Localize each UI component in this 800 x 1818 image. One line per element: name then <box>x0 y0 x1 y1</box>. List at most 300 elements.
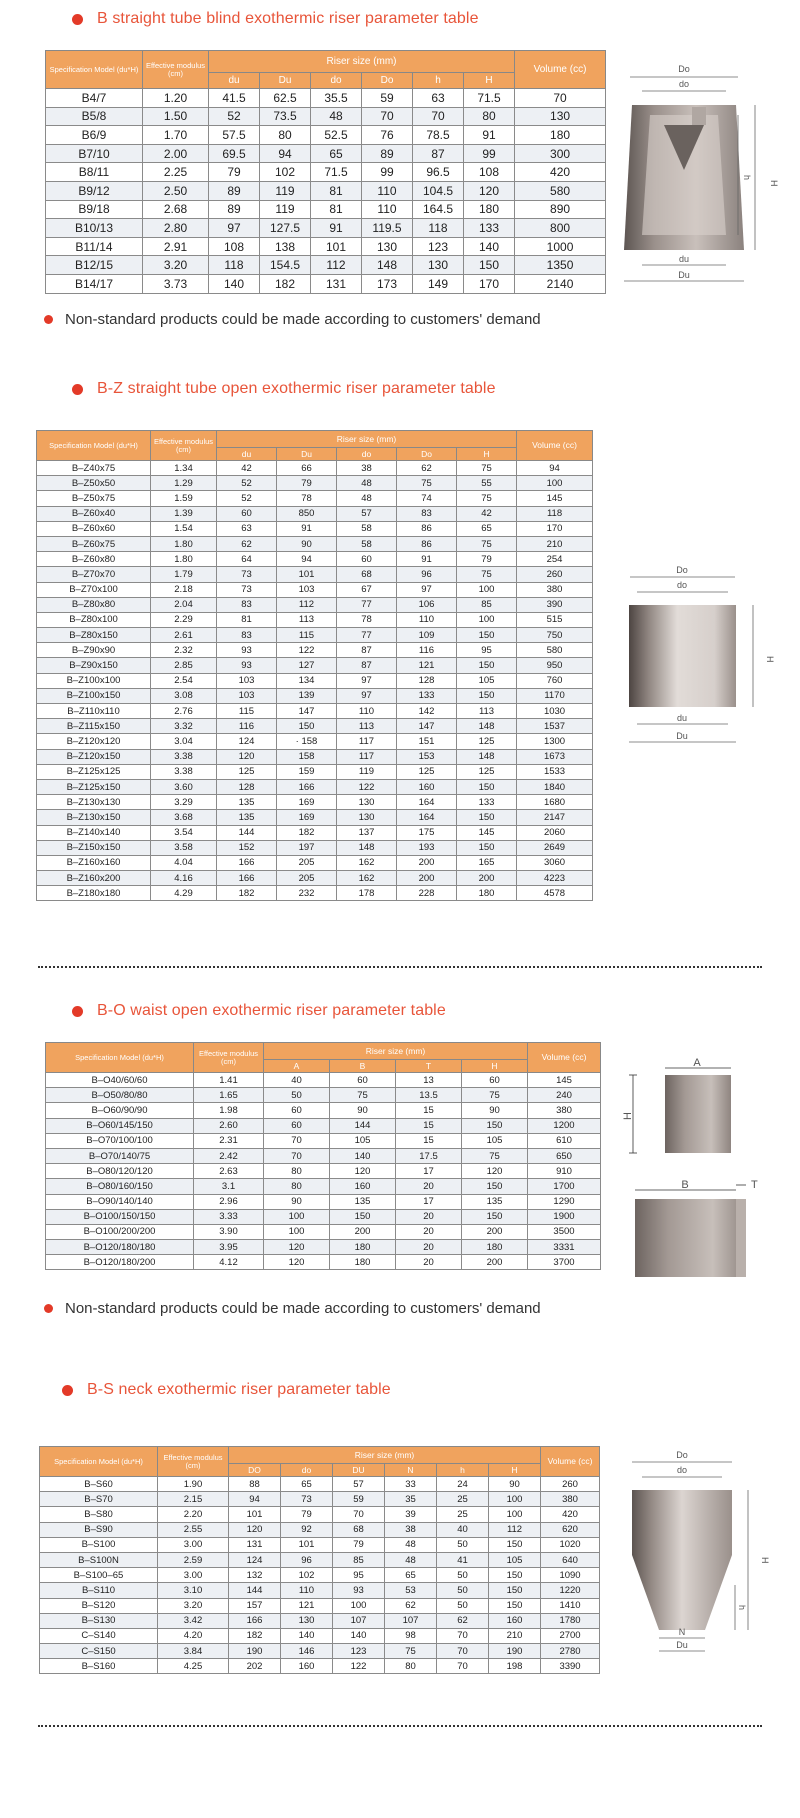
model-cell: B–O80/120/120 <box>46 1164 194 1179</box>
model-cell: B–O40/60/60 <box>46 1073 194 1088</box>
value-cell: 150 <box>462 1118 528 1133</box>
value-cell: 127 <box>277 658 337 673</box>
bullet-icon <box>44 1304 53 1313</box>
value-cell: 580 <box>515 181 606 200</box>
value-cell: 59 <box>362 89 413 108</box>
value-cell: 140 <box>330 1148 396 1163</box>
value-cell: 580 <box>517 643 593 658</box>
value-cell: 104.5 <box>413 181 464 200</box>
spec-model-header: Specification Model (du*H) <box>46 51 143 89</box>
value-cell: 1020 <box>541 1537 600 1552</box>
Du-label: Du <box>678 270 690 280</box>
value-cell: 117 <box>337 734 397 749</box>
value-cell: 113 <box>337 719 397 734</box>
model-cell: B–Z125x125 <box>37 764 151 779</box>
H-label: H <box>769 180 779 187</box>
value-cell: 66 <box>277 461 337 476</box>
value-cell: 164 <box>397 795 457 810</box>
value-cell: 130 <box>337 810 397 825</box>
table-row <box>37 521 593 536</box>
value-cell: 300 <box>515 144 606 163</box>
value-cell: 125 <box>217 764 277 779</box>
value-cell: 65 <box>457 521 517 536</box>
value-cell: 118 <box>517 506 593 521</box>
value-cell: 3.38 <box>151 764 217 779</box>
value-cell: 2.18 <box>151 582 217 597</box>
value-cell: 180 <box>462 1240 528 1255</box>
value-cell: 75 <box>330 1088 396 1103</box>
value-cell: 140 <box>464 237 515 256</box>
value-cell: 1.34 <box>151 461 217 476</box>
waist-riser-table <box>45 1042 601 1270</box>
model-cell: B–Z60x75 <box>37 536 151 551</box>
column-header-N: N <box>385 1464 437 1477</box>
value-cell: 2.91 <box>143 237 209 256</box>
H-label: H <box>765 656 775 663</box>
table-row <box>46 274 606 293</box>
value-cell: 166 <box>217 871 277 886</box>
value-cell: 119 <box>337 764 397 779</box>
value-cell: 101 <box>281 1537 333 1552</box>
value-cell: 90 <box>277 536 337 551</box>
value-cell: 3.29 <box>151 795 217 810</box>
table-row <box>40 1522 600 1537</box>
value-cell: 150 <box>462 1209 528 1224</box>
value-cell: 89 <box>362 144 413 163</box>
value-cell: 78.5 <box>413 126 464 145</box>
column-header-DU: DU <box>333 1464 385 1477</box>
value-cell: 80 <box>385 1659 437 1674</box>
effective-modulus-header: Effective modulus (cm) <box>158 1447 229 1477</box>
value-cell: 118 <box>413 219 464 238</box>
value-cell: 210 <box>489 1628 541 1643</box>
value-cell: 130 <box>362 237 413 256</box>
value-cell: 127.5 <box>260 219 311 238</box>
value-cell: 2.32 <box>151 643 217 658</box>
riser-size-header: Riser size (mm) <box>217 431 517 448</box>
value-cell: 1300 <box>517 734 593 749</box>
value-cell: 48 <box>385 1552 437 1567</box>
value-cell: 2.15 <box>158 1492 229 1507</box>
value-cell: 146 <box>281 1644 333 1659</box>
value-cell: 91 <box>311 219 362 238</box>
value-cell: 640 <box>541 1552 600 1567</box>
open-riser-title-text: B-Z straight tube open exothermic riser parameter table <box>97 380 496 397</box>
value-cell: 67 <box>337 582 397 597</box>
value-cell: 164 <box>397 810 457 825</box>
value-cell: 130 <box>281 1613 333 1628</box>
table-row <box>40 1507 600 1522</box>
value-cell: 50 <box>264 1088 330 1103</box>
value-cell: 147 <box>397 719 457 734</box>
value-cell: 1200 <box>528 1118 601 1133</box>
value-cell: 107 <box>385 1613 437 1628</box>
value-cell: 200 <box>397 855 457 870</box>
model-cell: B–O60/90/90 <box>46 1103 194 1118</box>
waist-riser-title-text: B-O waist open exothermic riser parameter table <box>97 1002 446 1019</box>
value-cell: 2.20 <box>158 1507 229 1522</box>
value-cell: 182 <box>277 825 337 840</box>
value-cell: 1.39 <box>151 506 217 521</box>
value-cell: 4.20 <box>158 1628 229 1643</box>
value-cell: 750 <box>517 628 593 643</box>
value-cell: 160 <box>397 779 457 794</box>
value-cell: 1.59 <box>151 491 217 506</box>
table-row <box>37 855 593 870</box>
value-cell: 110 <box>281 1583 333 1598</box>
value-cell: 1410 <box>541 1598 600 1613</box>
value-cell: 121 <box>281 1598 333 1613</box>
table-row <box>46 1224 601 1239</box>
value-cell: 78 <box>337 612 397 627</box>
column-header-H: H <box>464 73 515 89</box>
model-cell: B–Z50x50 <box>37 476 151 491</box>
value-cell: 144 <box>229 1583 281 1598</box>
value-cell: 133 <box>464 219 515 238</box>
table-row <box>37 749 593 764</box>
du-label: du <box>676 713 688 723</box>
value-cell: 112 <box>311 256 362 275</box>
table-row <box>37 719 593 734</box>
value-cell: 132 <box>229 1568 281 1583</box>
value-cell: 142 <box>397 704 457 719</box>
value-cell: 232 <box>277 886 337 901</box>
value-cell: 115 <box>277 628 337 643</box>
model-cell: B9/12 <box>46 181 143 200</box>
value-cell: 41.5 <box>209 89 260 108</box>
value-cell: 1220 <box>541 1583 600 1598</box>
value-cell: 202 <box>229 1659 281 1674</box>
value-cell: 160 <box>330 1179 396 1194</box>
value-cell: 2140 <box>515 274 606 293</box>
value-cell: 1000 <box>515 237 606 256</box>
value-cell: 17 <box>396 1164 462 1179</box>
value-cell: 60 <box>337 552 397 567</box>
value-cell: 75 <box>462 1148 528 1163</box>
value-cell: 70 <box>264 1148 330 1163</box>
value-cell: 119 <box>260 181 311 200</box>
value-cell: 3.00 <box>158 1537 229 1552</box>
model-cell: B4/7 <box>46 89 143 108</box>
value-cell: 3.33 <box>194 1209 264 1224</box>
value-cell: 98 <box>385 1628 437 1643</box>
value-cell: 1290 <box>528 1194 601 1209</box>
value-cell: 70 <box>362 107 413 126</box>
model-cell: B–Z80x100 <box>37 612 151 627</box>
value-cell: 96 <box>281 1552 333 1567</box>
model-cell: B–Z70x70 <box>37 567 151 582</box>
value-cell: 144 <box>330 1118 396 1133</box>
column-header-DO: DO <box>229 1464 281 1477</box>
value-cell: 120 <box>229 1522 281 1537</box>
value-cell: 3.84 <box>158 1644 229 1659</box>
model-cell: B–O70/140/75 <box>46 1148 194 1163</box>
value-cell: 149 <box>413 274 464 293</box>
value-cell: 62 <box>217 536 277 551</box>
open-riser-table <box>36 430 593 901</box>
value-cell: 70 <box>437 1659 489 1674</box>
value-cell: 131 <box>311 274 362 293</box>
value-cell: 1030 <box>517 704 593 719</box>
do-label: do <box>676 580 688 590</box>
value-cell: 113 <box>457 704 517 719</box>
value-cell: 162 <box>337 855 397 870</box>
waist-riser-top-shape <box>665 1075 731 1153</box>
value-cell: 153 <box>397 749 457 764</box>
value-cell: 103 <box>217 688 277 703</box>
Do-label: Do <box>676 1450 688 1460</box>
value-cell: 135 <box>462 1194 528 1209</box>
value-cell: 169 <box>277 810 337 825</box>
value-cell: 2.68 <box>143 200 209 219</box>
value-cell: 120 <box>264 1255 330 1270</box>
effective-modulus-header: Effective modulus (cm) <box>143 51 209 89</box>
value-cell: 52 <box>217 476 277 491</box>
table-row <box>40 1552 600 1567</box>
value-cell: 3.32 <box>151 719 217 734</box>
model-cell: B–Z120x150 <box>37 749 151 764</box>
column-header-B: B <box>330 1060 396 1073</box>
value-cell: 197 <box>277 840 337 855</box>
custom-order-note-text: Non-standard products could be made according to customers' demand <box>65 1300 541 1317</box>
value-cell: 2.54 <box>151 673 217 688</box>
value-cell: 130 <box>515 107 606 126</box>
value-cell: 150 <box>462 1179 528 1194</box>
value-cell: 1.65 <box>194 1088 264 1103</box>
value-cell: 65 <box>385 1568 437 1583</box>
value-cell: 15 <box>396 1103 462 1118</box>
section-divider <box>38 966 762 968</box>
bullet-icon <box>62 1385 73 1396</box>
value-cell: 42 <box>217 461 277 476</box>
value-cell: 140 <box>333 1628 385 1643</box>
value-cell: 42 <box>457 506 517 521</box>
value-cell: 160 <box>489 1613 541 1628</box>
value-cell: 87 <box>337 643 397 658</box>
value-cell: 3700 <box>528 1255 601 1270</box>
value-cell: 62 <box>397 461 457 476</box>
value-cell: 107 <box>333 1613 385 1628</box>
value-cell: 80 <box>260 126 311 145</box>
value-cell: 1.20 <box>143 89 209 108</box>
value-cell: 650 <box>528 1148 601 1163</box>
value-cell: 4.04 <box>151 855 217 870</box>
model-cell: C–S150 <box>40 1644 158 1659</box>
model-cell: B–S60 <box>40 1477 158 1492</box>
value-cell: 123 <box>333 1644 385 1659</box>
value-cell: 17 <box>396 1194 462 1209</box>
value-cell: 124 <box>217 734 277 749</box>
value-cell: 90 <box>264 1194 330 1209</box>
table-row <box>37 810 593 825</box>
value-cell: 1.41 <box>194 1073 264 1088</box>
value-cell: 150 <box>464 256 515 275</box>
model-cell: B–O120/180/200 <box>46 1255 194 1270</box>
model-cell: B8/11 <box>46 163 143 182</box>
value-cell: 79 <box>281 1507 333 1522</box>
value-cell: 116 <box>397 643 457 658</box>
value-cell: 2780 <box>541 1644 600 1659</box>
value-cell: 133 <box>397 688 457 703</box>
riser-size-header: Riser size (mm) <box>264 1043 528 1060</box>
value-cell: 103 <box>277 582 337 597</box>
value-cell: 85 <box>333 1552 385 1567</box>
value-cell: 157 <box>229 1598 281 1613</box>
value-cell: 108 <box>464 163 515 182</box>
value-cell: 40 <box>264 1073 330 1088</box>
table-row <box>37 764 593 779</box>
value-cell: 2147 <box>517 810 593 825</box>
value-cell: 69.5 <box>209 144 260 163</box>
bullet-icon <box>72 384 83 395</box>
H-label: H <box>760 1557 770 1564</box>
value-cell: 1.29 <box>151 476 217 491</box>
table-row <box>40 1659 600 1674</box>
model-cell: B–Z140x140 <box>37 825 151 840</box>
value-cell: 180 <box>457 886 517 901</box>
value-cell: 115 <box>217 704 277 719</box>
value-cell: 150 <box>457 840 517 855</box>
column-header-T: T <box>396 1060 462 1073</box>
model-cell: B–O100/150/150 <box>46 1209 194 1224</box>
value-cell: 68 <box>337 567 397 582</box>
model-cell: C–S140 <box>40 1628 158 1643</box>
column-header-h: h <box>413 73 464 89</box>
value-cell: 97 <box>337 673 397 688</box>
column-header-do: do <box>281 1464 333 1477</box>
table-row <box>46 1088 601 1103</box>
value-cell: 64 <box>217 552 277 567</box>
value-cell: 52 <box>217 491 277 506</box>
model-cell: B–Z100x150 <box>37 688 151 703</box>
value-cell: 97 <box>337 688 397 703</box>
value-cell: 95 <box>457 643 517 658</box>
custom-order-note-2 <box>44 1300 541 1317</box>
value-cell: 125 <box>457 764 517 779</box>
table-row <box>37 704 593 719</box>
N-label: N <box>678 1627 686 1637</box>
value-cell: 100 <box>489 1492 541 1507</box>
value-cell: 2.85 <box>151 658 217 673</box>
value-cell: 25 <box>437 1507 489 1522</box>
value-cell: 150 <box>489 1583 541 1598</box>
value-cell: 81 <box>311 181 362 200</box>
value-cell: 1900 <box>528 1209 601 1224</box>
value-cell: 38 <box>337 461 397 476</box>
value-cell: 3500 <box>528 1224 601 1239</box>
value-cell: 3.00 <box>158 1568 229 1583</box>
riser-size-header: Riser size (mm) <box>229 1447 541 1464</box>
table-row <box>40 1492 600 1507</box>
value-cell: 148 <box>457 719 517 734</box>
model-cell: B12/15 <box>46 256 143 275</box>
model-cell: B–Z100x100 <box>37 673 151 688</box>
open-riser-diagram <box>615 560 785 750</box>
table-row <box>37 476 593 491</box>
value-cell: 110 <box>397 612 457 627</box>
value-cell: 20 <box>396 1240 462 1255</box>
value-cell: 145 <box>528 1073 601 1088</box>
value-cell: 200 <box>462 1255 528 1270</box>
B-label: B <box>681 1179 689 1191</box>
value-cell: 890 <box>515 200 606 219</box>
do-label: do <box>678 79 690 89</box>
value-cell: 2.60 <box>194 1118 264 1133</box>
value-cell: 83 <box>217 597 277 612</box>
value-cell: 110 <box>337 704 397 719</box>
table-row <box>37 779 593 794</box>
table-row <box>40 1537 600 1552</box>
value-cell: 150 <box>457 658 517 673</box>
model-cell: B–Z125x150 <box>37 779 151 794</box>
value-cell: 144 <box>217 825 277 840</box>
value-cell: 610 <box>528 1133 601 1148</box>
value-cell: 96.5 <box>413 163 464 182</box>
table-row <box>46 1103 601 1118</box>
table-row <box>37 825 593 840</box>
model-cell: B–O100/200/200 <box>46 1224 194 1239</box>
value-cell: 910 <box>528 1164 601 1179</box>
value-cell: 147 <box>277 704 337 719</box>
value-cell: 166 <box>277 779 337 794</box>
value-cell: 94 <box>277 552 337 567</box>
value-cell: 20 <box>396 1255 462 1270</box>
value-cell: 121 <box>397 658 457 673</box>
custom-order-note <box>44 311 541 328</box>
value-cell: 182 <box>229 1628 281 1643</box>
value-cell: 101 <box>277 567 337 582</box>
value-cell: 105 <box>489 1552 541 1567</box>
value-cell: 71.5 <box>311 163 362 182</box>
value-cell: 800 <box>515 219 606 238</box>
blind-riser-diagram <box>620 55 780 295</box>
value-cell: 116 <box>217 719 277 734</box>
table-row <box>46 237 606 256</box>
table-row <box>37 461 593 476</box>
table-row <box>46 1133 601 1148</box>
model-cell: B–Z60x80 <box>37 552 151 567</box>
table-row <box>37 628 593 643</box>
model-cell: B–O60/145/150 <box>46 1118 194 1133</box>
table-row <box>40 1628 600 1643</box>
value-cell: 92 <box>281 1522 333 1537</box>
value-cell: 50 <box>437 1537 489 1552</box>
value-cell: 99 <box>362 163 413 182</box>
model-cell: B–O50/80/80 <box>46 1088 194 1103</box>
value-cell: 100 <box>264 1209 330 1224</box>
model-cell: B–Z160x160 <box>37 855 151 870</box>
value-cell: 135 <box>330 1194 396 1209</box>
value-cell: 3.20 <box>158 1598 229 1613</box>
value-cell: 145 <box>517 491 593 506</box>
value-cell: 3.73 <box>143 274 209 293</box>
value-cell: 2060 <box>517 825 593 840</box>
value-cell: 60 <box>330 1073 396 1088</box>
A-label: A <box>693 1057 701 1069</box>
table-row <box>37 597 593 612</box>
column-header-du: du <box>209 73 260 89</box>
value-cell: 48 <box>311 107 362 126</box>
value-cell: 1.80 <box>151 552 217 567</box>
table-row <box>37 688 593 703</box>
value-cell: 2.59 <box>158 1552 229 1567</box>
value-cell: 162 <box>337 871 397 886</box>
value-cell: 160 <box>281 1659 333 1674</box>
value-cell: 3.90 <box>194 1224 264 1239</box>
model-cell: B–Z90x150 <box>37 658 151 673</box>
value-cell: 1350 <box>515 256 606 275</box>
value-cell: 420 <box>515 163 606 182</box>
